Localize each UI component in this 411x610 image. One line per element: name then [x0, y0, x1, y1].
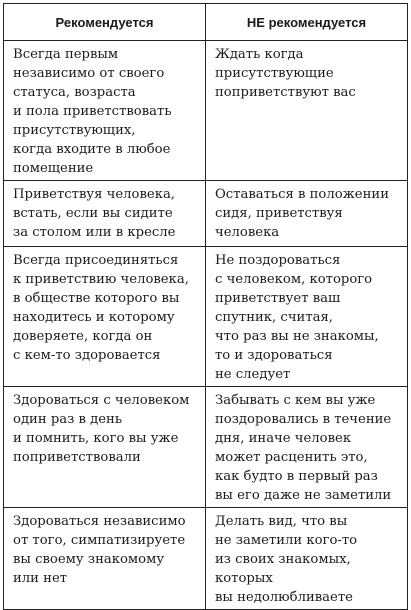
cell-text-line: поприветствовали [13, 450, 141, 465]
etiquette-table [3, 3, 408, 610]
cell-text-line: и помнить, кого вы уже [13, 431, 179, 446]
cell-text-line: находитесь и которому [13, 310, 175, 325]
cell-text-line: как будто в первый раз [215, 469, 378, 484]
cell-text-line: доверяете, когда он [13, 329, 153, 344]
cell-text-line: Делать вид, что вы [215, 514, 348, 529]
cell-text-line: Здороваться независимо [13, 514, 186, 529]
not-recommended-cell [206, 387, 408, 508]
table-row [4, 181, 408, 247]
cell-text-line: Всегда присоединяться [13, 253, 179, 268]
header-not-recommended: НЕ рекомендуется [206, 4, 408, 41]
cell-text-line: один раз в день [13, 412, 123, 427]
cell-text-line: когда входите в любое [13, 142, 171, 157]
table-row [4, 387, 408, 508]
cell-text-line: вы недолюбливаете [215, 590, 353, 605]
cell-text-line: может расценить это, [215, 450, 368, 465]
not-recommended-cell [206, 247, 408, 387]
cell-text-line: встать, если вы сидите [13, 206, 173, 221]
cell-text-line: приветствует ваш [215, 291, 341, 306]
cell-text-line: дня, иначе человек [215, 431, 352, 446]
table-row [4, 508, 408, 610]
cell-text-line: с кем-то здоровается [13, 348, 161, 363]
not-recommended-cell [206, 508, 408, 610]
cell-text-line: человека [215, 225, 280, 240]
cell-text-line: Не поздороваться [215, 253, 341, 268]
cell-text-line: и пола приветствовать [13, 104, 172, 119]
cell-text-line: в обществе которого вы [13, 291, 180, 306]
cell-text-line: Оставаться в положении [215, 187, 389, 202]
table-header-row [4, 4, 408, 41]
cell-text-line: поприветствуют вас [215, 85, 356, 100]
header-recommended: Рекомендуется [4, 4, 206, 41]
recommended-cell [4, 247, 206, 387]
cell-text-line: от того, симпатизируете [13, 533, 186, 548]
cell-text-line: не следует [215, 367, 291, 382]
cell-text-line: независимо от своего [13, 66, 165, 81]
cell-text-line: статуса, возраста [13, 85, 136, 100]
cell-text-line: к приветствию человека, [13, 272, 189, 287]
recommended-cell [4, 181, 206, 247]
cell-text-line: что раз вы не знакомы, [215, 329, 379, 344]
not-recommended-cell [206, 181, 408, 247]
table-row [4, 247, 408, 387]
cell-text-line: вы его даже не заметили [215, 488, 392, 503]
cell-text-line: помещение [13, 161, 94, 176]
cell-text-line: Приветствуя человека, [13, 187, 175, 202]
recommended-cell [4, 508, 206, 610]
cell-text-line: спутник, считая, [215, 310, 333, 325]
recommended-cell [4, 387, 206, 508]
cell-text-line: сидя, приветствуя [215, 206, 343, 221]
cell-text-line: Всегда первым [13, 47, 119, 62]
cell-text-line: не заметили кого-то [215, 533, 358, 548]
cell-text-line: с человеком, которого [215, 272, 373, 287]
not-recommended-cell [206, 41, 408, 181]
cell-text-line: Здороваться с человеком [13, 393, 190, 408]
cell-text-line: вы своему знакомому [13, 552, 165, 567]
cell-text-line: присутствующих, [13, 123, 136, 138]
cell-text-line: то и здороваться [215, 348, 333, 363]
cell-text-line: присутствующие [215, 66, 334, 81]
cell-text-line: за столом или в кресле [13, 225, 176, 240]
recommended-cell [4, 41, 206, 181]
cell-text-line: из своих знакомых, [215, 552, 351, 567]
cell-text-line: которых [215, 571, 273, 586]
cell-text-line: Ждать когда [215, 47, 304, 62]
cell-text-line: Забывать с кем вы уже [215, 393, 376, 408]
cell-text-line: или нет [13, 571, 68, 586]
cell-text-line: поздоровались в течение [215, 412, 392, 427]
table-row [4, 41, 408, 181]
